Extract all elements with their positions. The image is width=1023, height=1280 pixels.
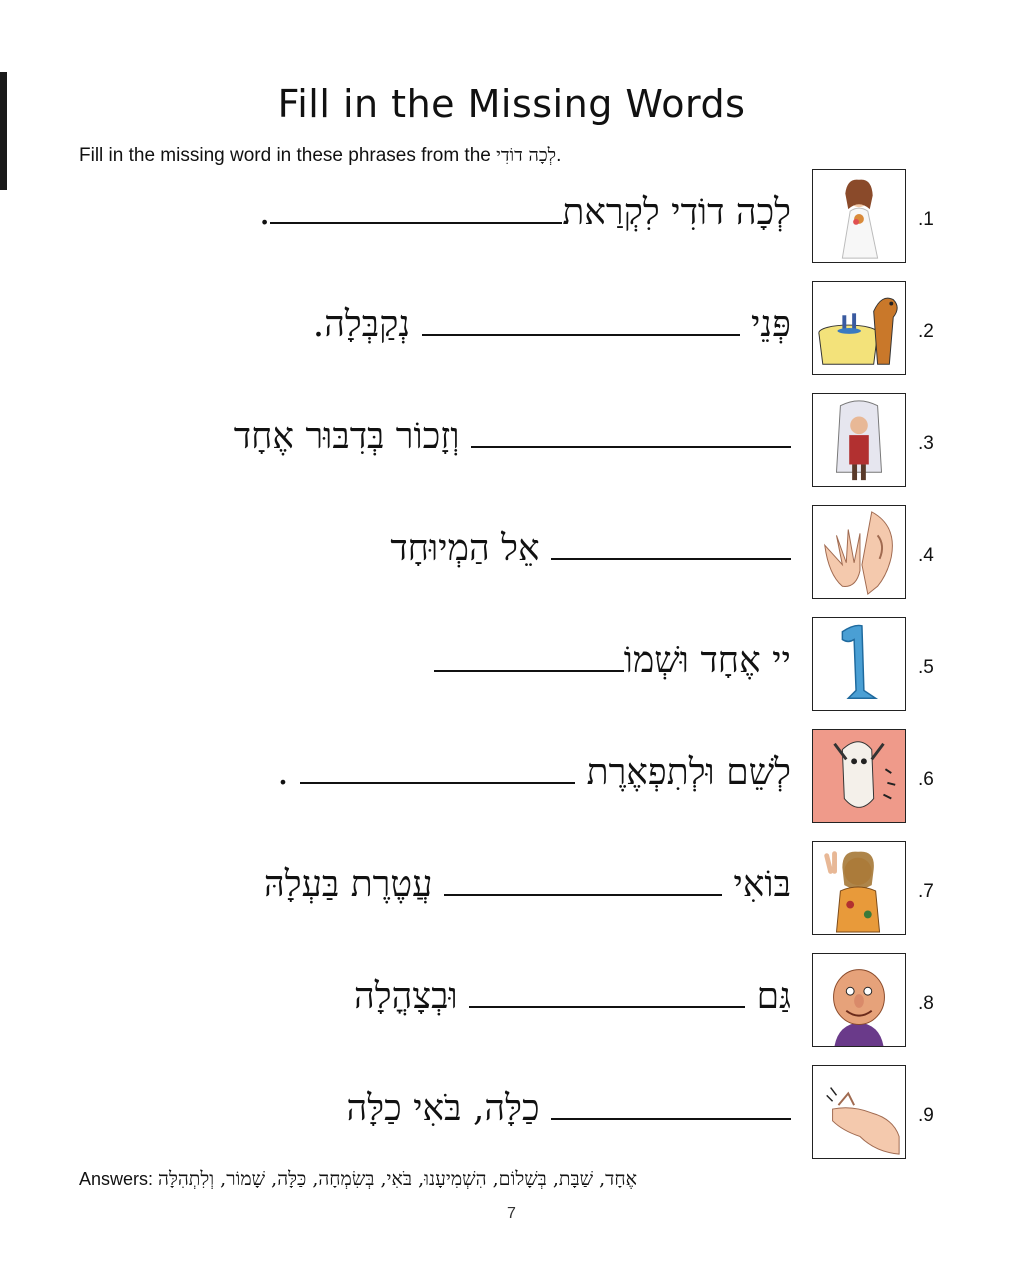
item-number-2: .2	[918, 321, 934, 342]
item-number-1: .1	[918, 209, 934, 230]
phrase-1	[259, 191, 791, 233]
answer-blank-4[interactable]	[551, 528, 791, 560]
exercise-row-8	[0, 953, 1023, 1049]
answer-blank-6[interactable]	[300, 752, 575, 784]
answer-key-list: אֶחָד, שַׁבָּת, בְּשָׁלוֹם, הִשְׁמִיעָנוּ, בֹּאִי, בְּשִׂמְחָה, כַּלָּה, שָׁמוֹר, וְלִתְהִלָּה	[158, 1168, 637, 1190]
phrase-2-after: נְקַבְּלָה.	[312, 304, 411, 345]
phrase-6-before: לְשֵׁם וּלְתִפְאֶרֶת	[586, 752, 791, 793]
phrase-2-before: פְּנֵי	[750, 304, 791, 345]
phrase-9-after: כַלָּה, בֹּאִי כַלָּה	[346, 1088, 540, 1129]
exercise-row-6	[0, 729, 1023, 825]
phrase-3-after: וְזָכוֹר בְּדִבּוּר אֶחָד	[233, 416, 460, 457]
item-number-4: .4	[918, 545, 934, 566]
instructions	[79, 145, 561, 167]
snapping-fingers-image	[812, 1065, 906, 1159]
number-one-image	[812, 617, 906, 711]
hippie-image	[812, 841, 906, 935]
tallit-man-image	[812, 393, 906, 487]
phrase-9	[347, 1087, 791, 1129]
exercise-row-7	[0, 841, 1023, 937]
phrase-4	[390, 527, 791, 569]
instructions-hebrew: לְכָה דוֹדִי	[496, 145, 557, 166]
exercise-row-1	[0, 169, 1023, 265]
exercise-row-3	[0, 393, 1023, 489]
exercise-row-2	[0, 281, 1023, 377]
item-number-7: .7	[918, 881, 934, 902]
item-number-6: .6	[918, 769, 934, 790]
answer-blank-2[interactable]	[422, 304, 740, 336]
phrase-6-after: .	[277, 752, 289, 793]
answer-blank-7[interactable]	[444, 864, 722, 896]
bride-image	[812, 169, 906, 263]
phrase-1-before: לְכָה דוֹדִי לִקְרַאת	[562, 192, 791, 233]
phrase-7-after: עֲטֶרֶת בַּעְלָהּ	[264, 864, 433, 905]
item-number-3: .3	[918, 433, 934, 454]
phrase-4-after: אֵל הַמְיוּחָד	[390, 528, 540, 569]
page-number: 7	[507, 1205, 516, 1222]
instructions-text: Fill in the missing word in these phrases from the	[79, 145, 491, 166]
exercise-row-4	[0, 505, 1023, 601]
phrase-8-before: גַּם	[756, 976, 791, 1017]
answer-blank-3[interactable]	[471, 416, 791, 448]
answer-blank-1[interactable]	[270, 192, 562, 224]
phrase-5	[434, 639, 791, 681]
phrase-8	[354, 975, 791, 1017]
item-number-8: .8	[918, 993, 934, 1014]
answer-key-label: Answers:	[79, 1169, 154, 1189]
item-number-5: .5	[918, 657, 934, 678]
answer-blank-9[interactable]	[551, 1088, 791, 1120]
item-number-9: .9	[918, 1105, 934, 1126]
phrase-3	[234, 415, 791, 457]
phrase-1-after: .	[258, 192, 271, 233]
phrase-5-before: יי אֶחָד וּשְׁמוֹ	[623, 640, 791, 681]
exercise-row-9	[0, 1065, 1023, 1161]
phrase-8-after: וּבְצָהֳלָה	[354, 976, 458, 1017]
answer-blank-8[interactable]	[469, 976, 745, 1008]
instructions-end: .	[556, 145, 562, 166]
smiling-man-image	[812, 953, 906, 1047]
dog-table-image	[812, 281, 906, 375]
answer-blank-5[interactable]	[434, 640, 624, 672]
answer-key	[79, 1168, 637, 1191]
phrase-6	[277, 751, 791, 793]
exercise-row-5	[0, 617, 1023, 713]
singing-figure-image	[812, 729, 906, 823]
ear-hand-image	[812, 505, 906, 599]
page-title: Fill in the Missing Words	[277, 82, 746, 126]
phrase-2	[313, 303, 791, 345]
phrase-7-before: בּוֹאִי	[733, 864, 791, 905]
phrase-7	[264, 863, 791, 905]
